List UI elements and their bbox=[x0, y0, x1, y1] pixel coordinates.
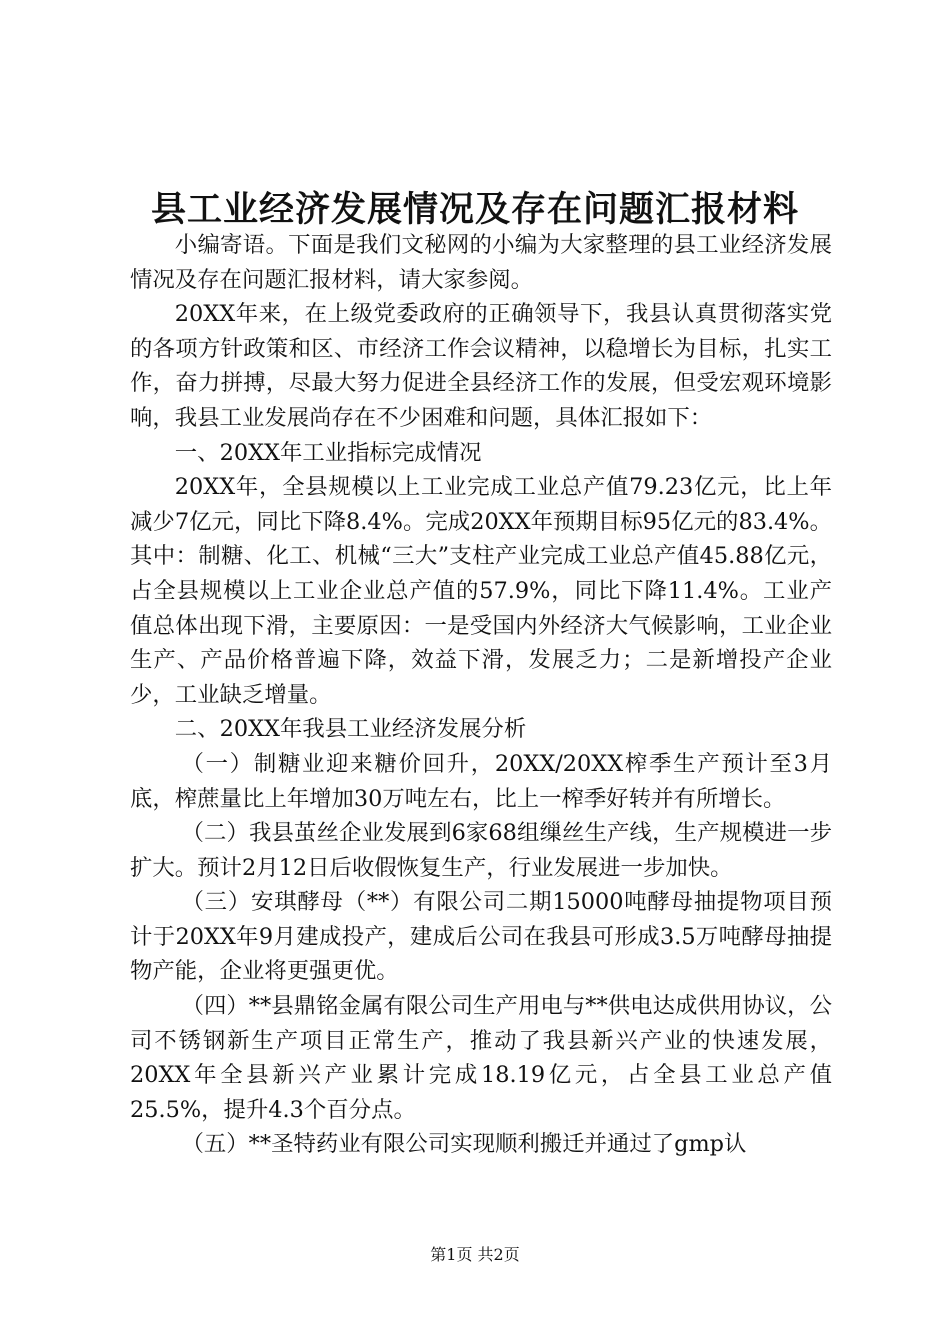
list-item-3: （三）安琪酵母（**）有限公司二期15000吨酵母抽提物项目预计于20XX年9月建成投产，建成后公司在我县可形成3.5万吨酵母抽提物产能，企业将更强更优。 bbox=[130, 889, 832, 985]
paragraph-indicators: 20XX年，全县规模以上工业完成工业总产值79.23亿元，比上年减少7亿元，同比下降8.4%。完成20XX年预期目标95亿元的83.4%。其中：制糖、化工、机械“三大”支柱产业完成工业总产值45.88亿元，占全县规模以上工业企业总产值的57.9%，同比下降11.4%。工业产值总体出现下滑，主要原因：一是受国内外经济大气候影响，工业企业生产、产品价格普遍下降，效益下滑，发展乏力；二是新增投产企业少，工业缺乏增量。 bbox=[130, 474, 832, 708]
list-item-1: （一）制糖业迎来糖价回升，20XX/20XX榨季生产预计至3月底，榨蔗量比上年增加30万吨左右，比上一榨季好转并有所增长。 bbox=[130, 750, 832, 812]
document-title: 县工业经济发展情况及存在问题汇报材料 bbox=[150, 189, 799, 230]
paragraph-intro: 小编寄语。下面是我们文秘网的小编为大家整理的县工业经济发展情况及存在问题汇报材料，请大家参阅。 bbox=[130, 232, 832, 293]
page-footer: 第1页 共2页 bbox=[430, 1245, 520, 1264]
section-heading-2: 二、20XX年我县工业经济发展分析 bbox=[174, 716, 527, 743]
list-item-4: （四）**县鼎铭金属有限公司生产用电与**供电达成供用协议，公司不锈钢新生产项目正常生产，推动了我县新兴产业的快速发展，20XX年全县新兴产业累计完成18.19亿元，占全县工业总产值25.5%，提升4.3个百分点。 bbox=[130, 993, 832, 1123]
paragraph-overview: 20XX年来，在上级党委政府的正确领导下，我县认真贯彻落实党的各项方针政策和区、市经济工作会议精神，以稳增长为目标，扎实工作，奋力拼搏，尽最大努力促进全县经济工作的发展，但受宏观环境影响，我县工业发展尚存在不少困难和问题，具体汇报如下： bbox=[130, 301, 832, 431]
list-item-5: （五）**圣特药业有限公司实现顺利搬迁并通过了gmp认 bbox=[181, 1131, 747, 1158]
section-heading-1: 一、20XX年工业指标完成情况 bbox=[174, 439, 482, 466]
list-item-2: （二）我县茧丝企业发展到6家68组缫丝生产线，生产规模进一步扩大。预计2月12日后收假恢复生产，行业发展进一步加快。 bbox=[130, 820, 832, 881]
document-body bbox=[130, 228, 832, 1162]
